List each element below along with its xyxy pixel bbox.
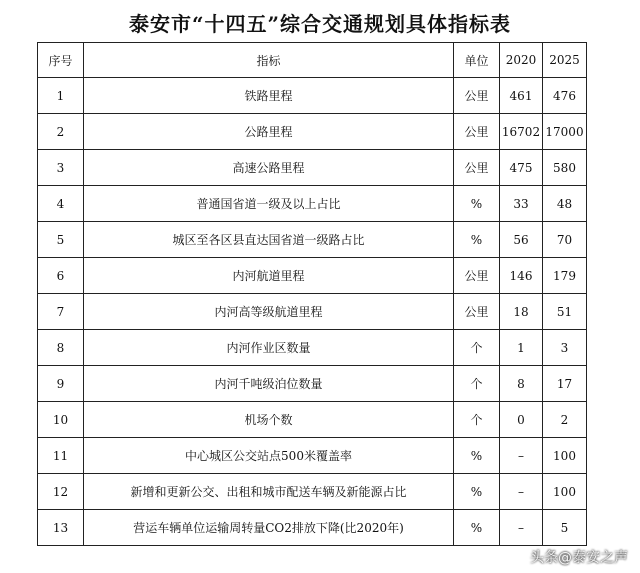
table-row (38, 474, 587, 510)
header-2020: 2020 (500, 43, 543, 78)
cell-unit: 个 (454, 330, 500, 366)
table-row (38, 78, 587, 114)
cell-no: 9 (38, 366, 84, 402)
cell-2025: 100 (543, 438, 587, 474)
cell-2025: 70 (543, 222, 587, 258)
cell-unit: % (454, 510, 500, 546)
header-row (38, 43, 587, 78)
table-row (38, 438, 587, 474)
cell-2025: 179 (543, 258, 587, 294)
cell-2020: 56 (500, 222, 543, 258)
cell-no: 4 (38, 186, 84, 222)
cell-no: 2 (38, 114, 84, 150)
cell-indicator: 内河千吨级泊位数量 (84, 366, 454, 402)
cell-indicator: 普通国省道一级及以上占比 (84, 186, 454, 222)
cell-indicator: 内河作业区数量 (84, 330, 454, 366)
cell-indicator: 内河高等级航道里程 (84, 294, 454, 330)
cell-unit: % (454, 474, 500, 510)
table-row (38, 150, 587, 186)
header-no: 序号 (38, 43, 84, 78)
cell-unit: 公里 (454, 78, 500, 114)
cell-2020: 461 (500, 78, 543, 114)
table-row (38, 258, 587, 294)
cell-no: 1 (38, 78, 84, 114)
cell-2025: 48 (543, 186, 587, 222)
cell-2020: 18 (500, 294, 543, 330)
cell-indicator: 新增和更新公交、出租和城市配送车辆及新能源占比 (84, 474, 454, 510)
cell-2020: 475 (500, 150, 543, 186)
header-unit: 单位 (454, 43, 500, 78)
cell-unit: 个 (454, 402, 500, 438)
table-row (38, 114, 587, 150)
cell-2025: 3 (543, 330, 587, 366)
cell-2025: 5 (543, 510, 587, 546)
cell-2025: 17000 (543, 114, 587, 150)
header-2025: 2025 (543, 43, 587, 78)
cell-2025: 476 (543, 78, 587, 114)
cell-no: 10 (38, 402, 84, 438)
cell-no: 6 (38, 258, 84, 294)
table-row (38, 294, 587, 330)
cell-2020: – (500, 510, 543, 546)
indicator-table (37, 42, 587, 546)
cell-2020: – (500, 474, 543, 510)
cell-2025: 2 (543, 402, 587, 438)
cell-no: 13 (38, 510, 84, 546)
cell-unit: % (454, 438, 500, 474)
cell-2025: 580 (543, 150, 587, 186)
cell-indicator: 中心城区公交站点500米覆盖率 (84, 438, 454, 474)
cell-2020: 146 (500, 258, 543, 294)
table-row (38, 366, 587, 402)
cell-unit: 公里 (454, 114, 500, 150)
table-row (38, 402, 587, 438)
table-row (38, 222, 587, 258)
table-row (38, 330, 587, 366)
cell-2025: 17 (543, 366, 587, 402)
cell-2020: 33 (500, 186, 543, 222)
cell-indicator: 营运车辆单位运输周转量CO2排放下降(比2020年) (84, 510, 454, 546)
cell-no: 7 (38, 294, 84, 330)
cell-indicator: 城区至各区县直达国省道一级路占比 (84, 222, 454, 258)
cell-indicator: 高速公路里程 (84, 150, 454, 186)
cell-indicator: 公路里程 (84, 114, 454, 150)
cell-unit: 公里 (454, 150, 500, 186)
cell-2020: 8 (500, 366, 543, 402)
header-indicator: 指标 (84, 43, 454, 78)
cell-2020: 0 (500, 402, 543, 438)
cell-indicator: 内河航道里程 (84, 258, 454, 294)
cell-unit: % (454, 186, 500, 222)
cell-indicator: 铁路里程 (84, 78, 454, 114)
cell-no: 3 (38, 150, 84, 186)
cell-indicator: 机场个数 (84, 402, 454, 438)
cell-unit: % (454, 222, 500, 258)
table-row (38, 186, 587, 222)
cell-2020: 16702 (500, 114, 543, 150)
cell-unit: 个 (454, 366, 500, 402)
cell-no: 8 (38, 330, 84, 366)
watermark: 头条@泰安之声 (530, 550, 628, 566)
table-title: 泰安市“十四五”综合交通规划具体指标表 (128, 12, 511, 36)
cell-2025: 100 (543, 474, 587, 510)
cell-no: 5 (38, 222, 84, 258)
cell-unit: 公里 (454, 294, 500, 330)
table-row (38, 510, 587, 546)
cell-unit: 公里 (454, 258, 500, 294)
cell-2025: 51 (543, 294, 587, 330)
cell-no: 12 (38, 474, 84, 510)
cell-2020: 1 (500, 330, 543, 366)
cell-no: 11 (38, 438, 84, 474)
cell-2020: – (500, 438, 543, 474)
